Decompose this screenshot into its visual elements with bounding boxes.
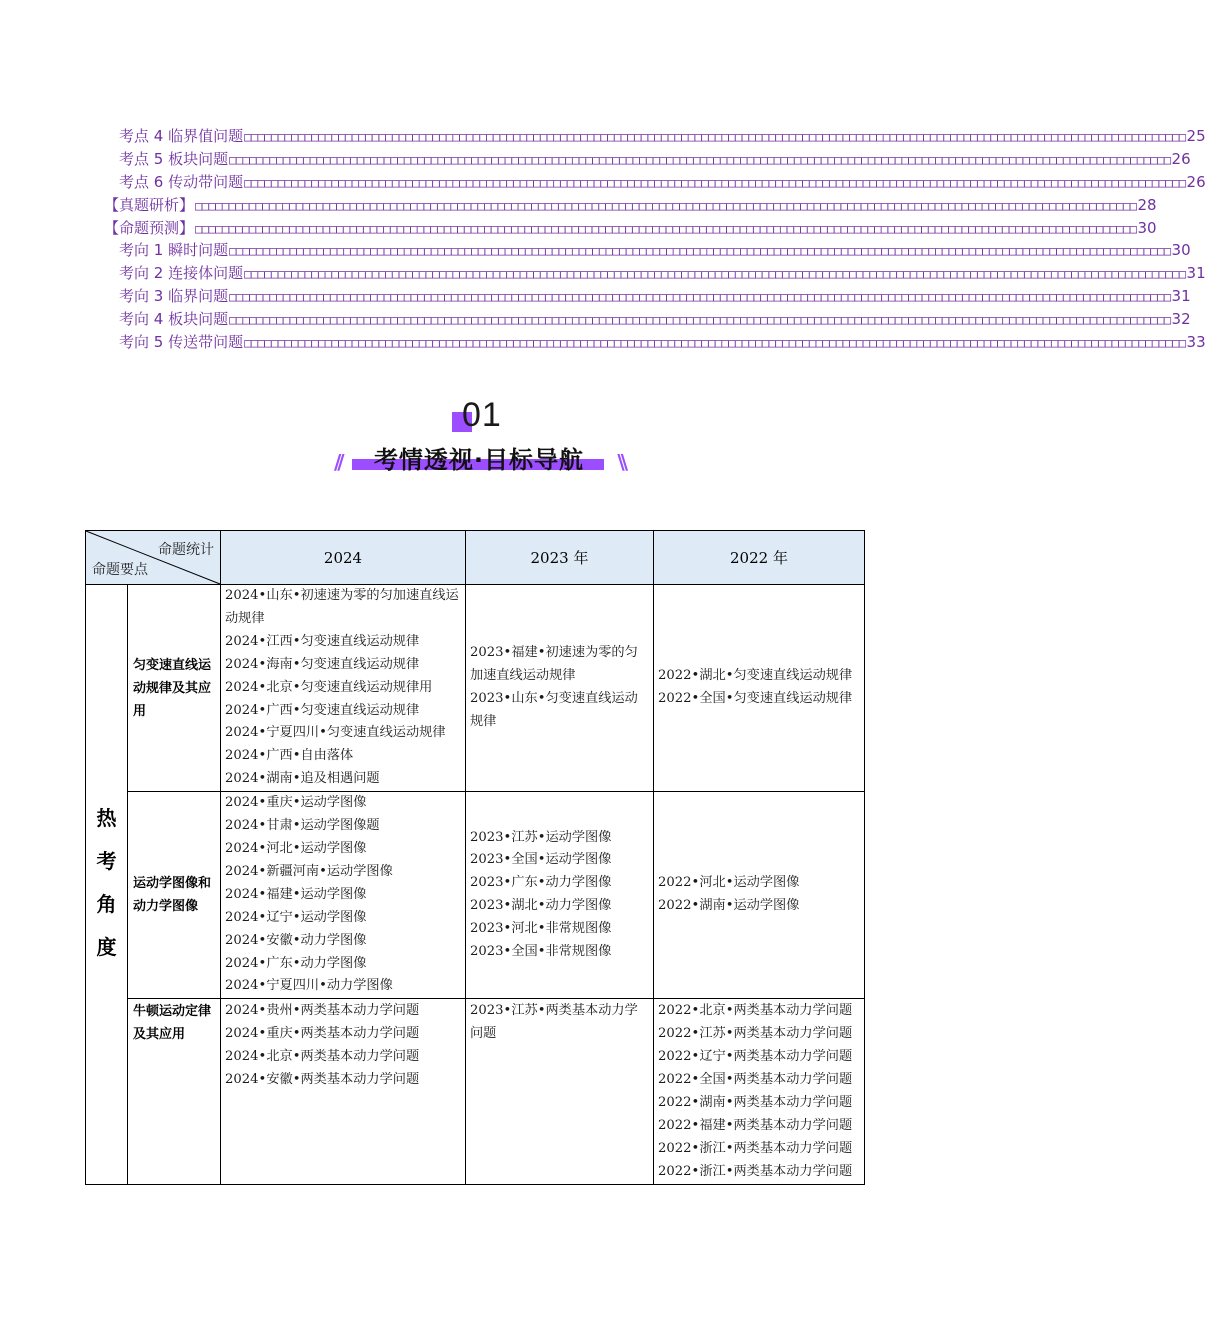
backslash-decoration-icon: \\ — [617, 450, 624, 474]
toc-entry[interactable] — [104, 194, 1157, 217]
toc-leader: □□□□□□□□□□□□□□□□□□□□□□□□□□□□□□□□□□□□□□□□□□□□□□□□□□□□□□□□□□□□□□□□□□□□□□□□□□□□□□□□□□□□□□□□□□□□□□□□□□□□□□□□□□□□□□□□□□□□□□□□□□□□□□□□□□□□□□□□□□□□ — [244, 130, 1186, 144]
list-item: 2022•江苏•两类基本动力学问题 — [658, 1026, 853, 1042]
section-number — [452, 398, 512, 438]
toc-entry-page: 28 — [1137, 195, 1157, 214]
group-label-char: 角 — [96, 892, 117, 917]
table-row — [86, 792, 865, 999]
list-item: 2022•福建•两类基本动力学问题 — [658, 1117, 853, 1133]
column-header-2023: 2023 年 — [466, 531, 654, 585]
toc-entry-title: 考向 5 传送带问题 — [119, 333, 244, 352]
list-item: 2024•贵州•两类基本动力学问题 — [225, 1003, 420, 1019]
list-item: 2022•辽宁•两类基本动力学问题 — [658, 1049, 853, 1065]
toc-leader: □□□□□□□□□□□□□□□□□□□□□□□□□□□□□□□□□□□□□□□□□□□□□□□□□□□□□□□□□□□□□□□□□□□□□□□□□□□□□□□□□□□□□□□□□□□□□□□□□□□□□□□□□□□□□□□□□□□□□□□□□□□□□□□□□□□□□□□□□□□□ — [229, 290, 1171, 305]
list-item: 2024•新疆河南•运动学图像 — [225, 863, 393, 879]
toc-entry-page: 30 — [1171, 241, 1191, 260]
table-of-contents — [104, 125, 1206, 354]
list-item: 2024•安徽•两类基本动力学问题 — [225, 1072, 420, 1088]
list-item: 2024•重庆•两类基本动力学问题 — [225, 1026, 420, 1042]
table-row — [86, 585, 865, 792]
toc-entry-page: 26 — [1171, 149, 1191, 168]
list-item: 2024•湖南•追及相遇问题 — [225, 771, 380, 787]
list-item: 2023•福建•初速速为零的匀加速直线运动规律 — [470, 645, 638, 684]
cell-2023 — [466, 792, 654, 999]
list-item: 2022•全国•匀变速直线运动规律 — [658, 691, 853, 707]
toc-entry-title: 考点 5 板块问题 — [119, 149, 229, 168]
toc-entry-title: 考向 2 连接体问题 — [119, 264, 244, 283]
list-item: 2024•江西•匀变速直线运动规律 — [225, 633, 420, 649]
list-item: 2024•广东•动力学图像 — [225, 955, 367, 971]
group-label-cell — [86, 585, 128, 1185]
toc-leader: □□□□□□□□□□□□□□□□□□□□□□□□□□□□□□□□□□□□□□□□□□□□□□□□□□□□□□□□□□□□□□□□□□□□□□□□□□□□□□□□□□□□□□□□□□□□□□□□□□□□□□□□□□□□□□□□□□□□□□□□□□□□□□□□□□□□□□□□□□□□ — [229, 244, 1171, 259]
table-corner-cell — [86, 531, 221, 585]
slash-decoration-icon: // — [334, 450, 341, 474]
toc-leader: □□□□□□□□□□□□□□□□□□□□□□□□□□□□□□□□□□□□□□□□□□□□□□□□□□□□□□□□□□□□□□□□□□□□□□□□□□□□□□□□□□□□□□□□□□□□□□□□□□□□□□□□□□□□□□□□□□□□□□□□□□□□□□□□□□□□□□□□□□□□ — [195, 221, 1137, 236]
toc-leader: □□□□□□□□□□□□□□□□□□□□□□□□□□□□□□□□□□□□□□□□□□□□□□□□□□□□□□□□□□□□□□□□□□□□□□□□□□□□□□□□□□□□□□□□□□□□□□□□□□□□□□□□□□□□□□□□□□□□□□□□□□□□□□□□□□□□□□□□□□□□ — [195, 198, 1137, 213]
corner-label-bottom: 命题要点 — [92, 562, 148, 578]
toc-entry[interactable] — [104, 148, 1191, 171]
list-item: 2023•江苏•两类基本动力学问题 — [470, 1003, 638, 1042]
toc-entry-page: 31 — [1171, 287, 1191, 306]
toc-entry-page: 25 — [1186, 127, 1206, 145]
topic-cell: 牛顿运动定律及其应用 — [128, 999, 221, 1184]
cell-2022 — [654, 999, 865, 1184]
section-title — [334, 438, 624, 476]
list-item: 2023•广东•动力学图像 — [470, 875, 612, 891]
cell-2024 — [221, 999, 466, 1184]
toc-entry-title: 【真题研析】 — [104, 195, 195, 214]
section-title-text: 考情透视·目标导航 — [373, 446, 585, 474]
toc-entry-page: 31 — [1186, 264, 1206, 283]
toc-entry-title: 考向 1 瞬时问题 — [119, 241, 229, 260]
list-item: 2022•河北•运动学图像 — [658, 875, 800, 891]
cell-2023 — [466, 999, 654, 1184]
list-item: 2022•全国•两类基本动力学问题 — [658, 1072, 853, 1088]
list-item: 2024•甘肃•运动学图像题 — [225, 818, 380, 834]
list-item: 2024•宁夏四川•匀变速直线运动规律 — [225, 725, 446, 741]
toc-entry[interactable] — [104, 125, 1206, 148]
toc-entry[interactable] — [104, 331, 1206, 354]
table-row — [86, 999, 865, 1184]
list-item: 2023•湖北•动力学图像 — [470, 898, 612, 914]
topic-cell: 运动学图像和动力学图像 — [128, 792, 221, 999]
column-header-2024: 2024 — [221, 531, 466, 585]
toc-entry[interactable] — [104, 171, 1206, 194]
toc-entry-title: 考向 3 临界问题 — [119, 287, 229, 306]
list-item: 2024•北京•匀变速直线运动规律用 — [225, 679, 433, 695]
list-item: 2024•北京•两类基本动力学问题 — [225, 1049, 420, 1065]
toc-leader: □□□□□□□□□□□□□□□□□□□□□□□□□□□□□□□□□□□□□□□□□□□□□□□□□□□□□□□□□□□□□□□□□□□□□□□□□□□□□□□□□□□□□□□□□□□□□□□□□□□□□□□□□□□□□□□□□□□□□□□□□□□□□□□□□□□□□□□□□□□□ — [229, 152, 1171, 167]
toc-leader: □□□□□□□□□□□□□□□□□□□□□□□□□□□□□□□□□□□□□□□□□□□□□□□□□□□□□□□□□□□□□□□□□□□□□□□□□□□□□□□□□□□□□□□□□□□□□□□□□□□□□□□□□□□□□□□□□□□□□□□□□□□□□□□□□□□□□□□□□□□□ — [244, 336, 1186, 351]
toc-entry[interactable] — [104, 285, 1191, 308]
column-header-2022: 2022 年 — [654, 531, 865, 585]
list-item: 2024•辽宁•运动学图像 — [225, 909, 367, 925]
list-item: 2023•山东•匀变速直线运动规律 — [470, 691, 638, 729]
list-item: 2022•湖南•运动学图像 — [658, 898, 800, 914]
list-item: 2024•山东•初速速为零的匀加速直线运动规律 — [225, 588, 459, 626]
toc-leader: □□□□□□□□□□□□□□□□□□□□□□□□□□□□□□□□□□□□□□□□□□□□□□□□□□□□□□□□□□□□□□□□□□□□□□□□□□□□□□□□□□□□□□□□□□□□□□□□□□□□□□□□□□□□□□□□□□□□□□□□□□□□□□□□□□□□□□□□□□□□ — [244, 175, 1186, 190]
list-item: 2022•湖北•匀变速直线运动规律 — [658, 668, 853, 684]
toc-entry-page: 32 — [1171, 310, 1191, 329]
cell-2024 — [221, 585, 466, 792]
list-item: 2023•全国•非常规图像 — [470, 944, 612, 960]
cell-2022 — [654, 585, 865, 792]
cell-2022 — [654, 792, 865, 999]
table-header-row — [86, 531, 865, 585]
corner-label-top: 命题统计 — [158, 542, 214, 558]
list-item: 2024•宁夏四川•动力学图像 — [225, 978, 393, 994]
list-item: 2024•重庆•运动学图像 — [225, 795, 367, 811]
list-item: 2022•湖南•两类基本动力学问题 — [658, 1094, 853, 1110]
topic-cell: 匀变速直线运动规律及其应用 — [128, 585, 221, 792]
exam-statistics-table — [85, 530, 865, 1185]
list-item: 2022•北京•两类基本动力学问题 — [658, 1003, 853, 1019]
section-number-text: 01 — [462, 396, 502, 434]
cell-2024 — [221, 792, 466, 999]
list-item: 2024•广西•匀变速直线运动规律 — [225, 702, 420, 718]
group-label-char: 度 — [96, 935, 117, 960]
toc-entry[interactable] — [104, 217, 1157, 240]
list-item: 2024•海南•匀变速直线运动规律 — [225, 656, 420, 672]
toc-entry-title: 考点 6 传动带问题 — [119, 172, 244, 191]
list-item: 2022•浙江•两类基本动力学问题 — [658, 1140, 853, 1156]
list-item: 2023•全国•运动学图像 — [470, 852, 612, 868]
cell-2023 — [466, 585, 654, 792]
toc-entry-page: 26 — [1186, 172, 1206, 191]
list-item: 2024•安徽•动力学图像 — [225, 932, 367, 948]
toc-entry[interactable] — [104, 239, 1191, 262]
toc-entry-title: 考向 4 板块问题 — [119, 310, 229, 329]
toc-entry-page: 30 — [1137, 218, 1157, 237]
list-item: 2023•江苏•运动学图像 — [470, 829, 612, 845]
toc-entry-page: 33 — [1186, 333, 1206, 352]
toc-leader: □□□□□□□□□□□□□□□□□□□□□□□□□□□□□□□□□□□□□□□□□□□□□□□□□□□□□□□□□□□□□□□□□□□□□□□□□□□□□□□□□□□□□□□□□□□□□□□□□□□□□□□□□□□□□□□□□□□□□□□□□□□□□□□□□□□□□□□□□□□□ — [229, 313, 1171, 328]
toc-entry[interactable] — [104, 308, 1191, 331]
list-item: 2024•广西•自由落体 — [225, 748, 354, 764]
list-item: 2024•福建•运动学图像 — [225, 886, 367, 902]
list-item: 2023•河北•非常规图像 — [470, 921, 612, 937]
list-item: 2024•河北•运动学图像 — [225, 840, 367, 856]
toc-entry-title: 【命题预测】 — [104, 218, 195, 237]
toc-entry[interactable] — [104, 262, 1206, 285]
toc-entry-title: 考点 4 临界值问题 — [119, 127, 244, 145]
group-label-char: 考 — [96, 849, 117, 874]
list-item: 2022•浙江•两类基本动力学问题 — [658, 1163, 853, 1179]
toc-leader: □□□□□□□□□□□□□□□□□□□□□□□□□□□□□□□□□□□□□□□□□□□□□□□□□□□□□□□□□□□□□□□□□□□□□□□□□□□□□□□□□□□□□□□□□□□□□□□□□□□□□□□□□□□□□□□□□□□□□□□□□□□□□□□□□□□□□□□□□□□□ — [244, 267, 1186, 282]
group-label-char: 热 — [96, 806, 117, 831]
